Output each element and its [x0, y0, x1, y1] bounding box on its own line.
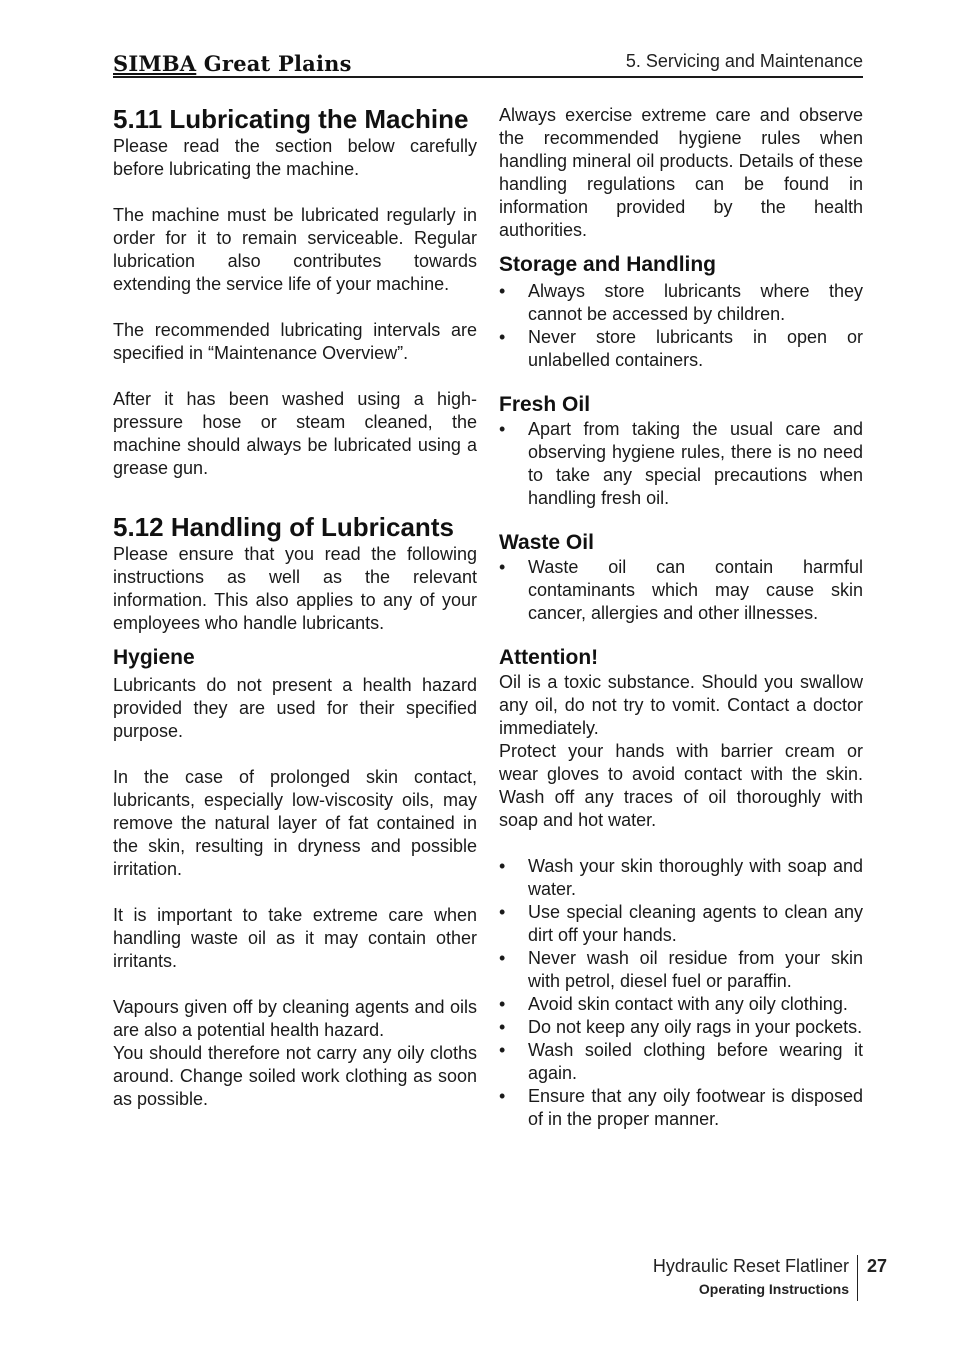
brand-simba: SIMBA: [113, 51, 197, 76]
paragraph: Oil is a toxic substance. Should you swallow any oil, do not try to vomit. Contact a doctor immediately.: [499, 672, 863, 738]
list-item: • Wash your skin thoroughly with soap and water.: [499, 856, 863, 899]
paragraph: Always exercise extreme care and observe the recommended hygiene rules when handling mineral oil products. Details of these handling regulations can be found in information provided by the health authorities.: [499, 105, 863, 240]
paragraph: In the case of prolonged skin contact, lubricants, especially low-viscosity oils, may remove the natural layer of fat contained in the skin, resulting in dryness and possible irritation.: [113, 767, 477, 879]
left-column: [113, 104, 477, 1111]
page-number: 27: [867, 1256, 888, 1276]
paragraph: Please read the section below carefully before lubricating the machine.: [113, 136, 477, 179]
list-item: • Apart from taking the usual care and observing hygiene rules, there is no need to take any special precautions when handling fresh oil.: [499, 419, 863, 508]
bullet-icon: •: [499, 994, 506, 1014]
bullet-icon: •: [499, 419, 506, 439]
list-item: • Never wash oil residue from your skin with petrol, diesel fuel or paraffin.: [499, 948, 863, 991]
section-header: 5. Servicing and Maintenance: [625, 51, 863, 71]
fresh-oil-list: [499, 418, 863, 510]
bullet-icon: •: [499, 1040, 506, 1060]
right-column: [499, 104, 863, 1131]
document-title: Hydraulic Reset Flatliner: [653, 1255, 858, 1277]
bullet-icon: •: [499, 557, 506, 577]
brand-great-plains: Great Plains: [196, 51, 352, 76]
bullet-icon: •: [499, 902, 506, 922]
paragraph: After it has been washed using a high-pressure hose or steam cleaned, the machine should always be lubricated using a grease gun.: [113, 389, 477, 478]
attention-list: [499, 855, 863, 1131]
heading-fresh-oil: Fresh Oil: [499, 393, 591, 416]
bullet-icon: •: [499, 327, 506, 347]
paragraph: Vapours given off by cleaning agents and oils are also a potential health hazard.: [113, 997, 477, 1040]
paragraph: Protect your hands with barrier cream or wear gloves to avoid contact with the skin. Wash off any traces of oil thoroughly with soap and hot water.: [499, 741, 863, 830]
list-item: • Ensure that any oily footwear is disposed of in the proper manner.: [499, 1086, 863, 1129]
bullet-icon: •: [499, 281, 506, 301]
page-footer: [653, 1255, 858, 1301]
brand-logo: [113, 51, 352, 76]
paragraph: The recommended lubricating intervals are specified in “Maintenance Overview”.: [113, 320, 477, 363]
list-item: • Always store lubricants where they cannot be accessed by children.: [499, 281, 863, 324]
bullet-icon: •: [499, 948, 506, 968]
paragraph: It is important to take extreme care when handling waste oil as it may contain other irritants.: [113, 905, 477, 971]
page-header: [113, 48, 863, 78]
list-item: • Wash soiled clothing before wearing it again.: [499, 1040, 863, 1083]
bullet-icon: •: [499, 856, 506, 876]
paragraph: Lubricants do not present a health hazard provided they are used for their specified purpose.: [113, 675, 477, 741]
heading-waste-oil: Waste Oil: [499, 531, 594, 554]
bullet-icon: •: [499, 1086, 506, 1106]
list-item: • Do not keep any oily rags in your pockets.: [499, 1017, 863, 1037]
list-item: • Avoid skin contact with any oily clothing.: [499, 994, 848, 1014]
waste-oil-list: [499, 556, 863, 625]
heading-storage: Storage and Handling: [499, 253, 717, 276]
heading-attention: Attention!: [499, 646, 599, 669]
document-subtitle: Operating Instructions: [653, 1277, 858, 1301]
storage-list: [499, 280, 863, 372]
heading-5-12: 5.12 Handling of Lubricants: [113, 512, 454, 542]
paragraph: The machine must be lubricated regularly in order for it to remain serviceable. Regular lubrication also contributes towards extending the service life of your machine.: [113, 205, 477, 294]
list-item: • Waste oil can contain harmful contaminants which may cause skin cancer, allergies and other illnesses.: [499, 557, 863, 623]
list-item: • Never store lubricants in open or unlabelled containers.: [499, 327, 863, 370]
paragraph: You should therefore not carry any oily cloths around. Change soiled work clothing as soon as possible.: [113, 1043, 477, 1109]
heading-5-11: 5.11 Lubricating the Machine: [113, 104, 469, 134]
paragraph: Please ensure that you read the following instructions as well as the relevant information. This also applies to any of your employees who handle lubricants.: [113, 544, 477, 633]
bullet-icon: •: [499, 1017, 506, 1037]
list-item: • Use special cleaning agents to clean any dirt off your hands.: [499, 902, 863, 945]
heading-hygiene: Hygiene: [113, 646, 195, 669]
